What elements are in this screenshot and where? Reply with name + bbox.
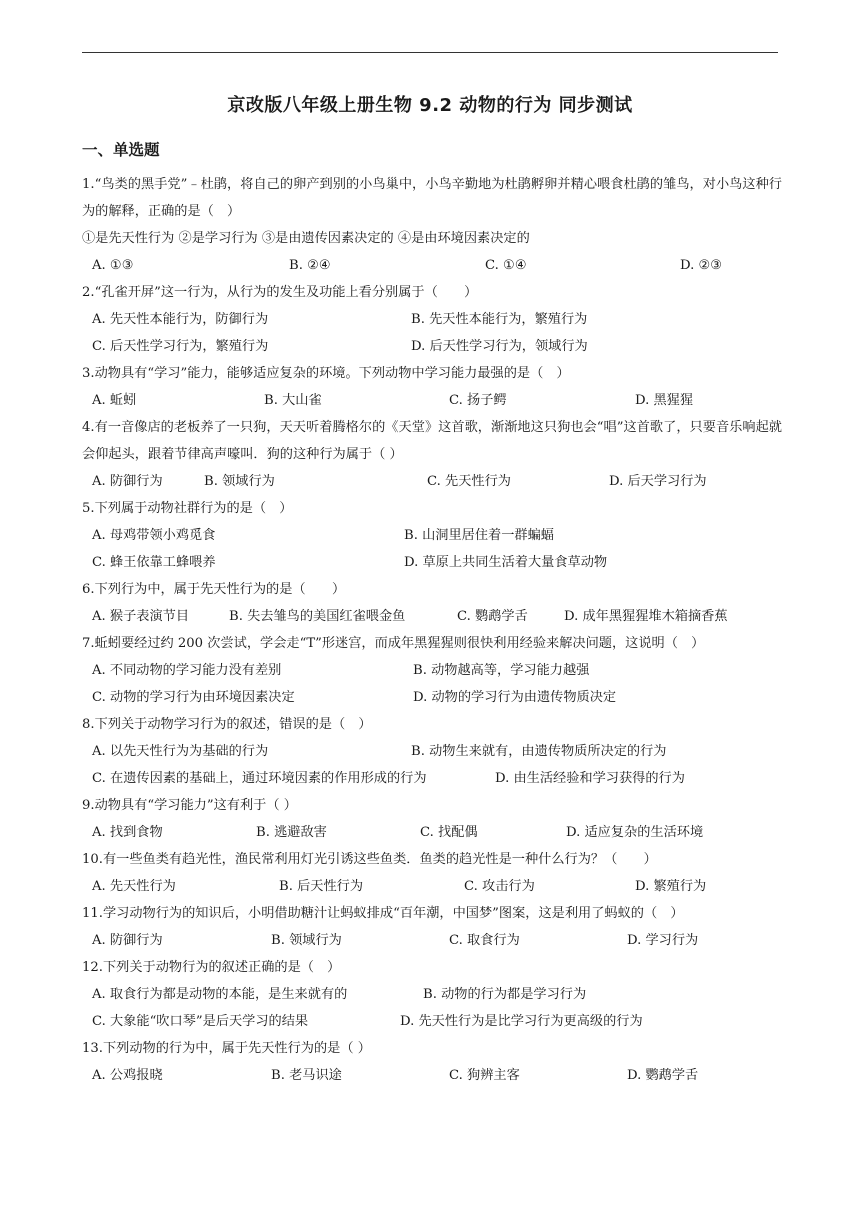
option-d[interactable]: D. 适应复杂的生活环境: [566, 825, 704, 840]
option-b[interactable]: B. 领域行为: [271, 933, 342, 948]
option-row: [82, 603, 782, 630]
option-d[interactable]: D. 草原上共同生活着大量食草动物: [404, 555, 608, 570]
option-a[interactable]: A. 先天性行为: [92, 879, 176, 894]
option-row: [82, 522, 782, 549]
top-rule: [82, 52, 778, 53]
option-row: [82, 387, 782, 414]
option-b[interactable]: B. 老马识途: [271, 1068, 342, 1083]
question-stem: 11.学习动物行为的知识后，小明借助糖汁让蚂蚁排成“百年潮，中国梦”图案，这是利用了蚂蚁的（ ）: [82, 906, 684, 921]
option-d[interactable]: D. 繁殖行为: [635, 879, 707, 894]
option-b[interactable]: B. 大山雀: [264, 393, 322, 408]
question-stem: 12.下列关于动物行为的叙述正确的是（ ）: [82, 960, 341, 975]
option-b[interactable]: B. 逃避敌害: [256, 825, 327, 840]
option-a[interactable]: A. 母鸡带领小鸡觅食: [92, 528, 216, 543]
question-1: [82, 171, 782, 279]
question-stem: 8.下列关于动物学习行为的叙述，错误的是（ ）: [82, 717, 372, 732]
option-row: [82, 252, 782, 279]
option-b[interactable]: B. 先天性本能行为，繁殖行为: [411, 312, 588, 327]
option-a[interactable]: A. 先天性本能行为，防御行为: [92, 312, 269, 327]
question-12: [82, 954, 782, 1035]
option-c[interactable]: C. 鹦鹉学舌: [457, 609, 528, 624]
option-b[interactable]: B. ②④: [289, 258, 331, 273]
option-b[interactable]: B. 领域行为: [204, 474, 275, 489]
question-stem: 13.下列动物的行为中，属于先天性行为的是（ ）: [82, 1041, 371, 1056]
option-row: [82, 819, 782, 846]
question-13: [82, 1035, 782, 1089]
option-a[interactable]: A. ①③: [92, 258, 134, 273]
question-stem: 3.动物具有“学习”能力，能够适应复杂的环境。下列动物中学习能力最强的是（ ）: [82, 366, 570, 381]
option-b[interactable]: B. 失去雏鸟的美国红雀喂金鱼: [229, 609, 406, 624]
option-row: [82, 549, 782, 576]
section-heading: 一、单选题: [82, 141, 160, 159]
option-c[interactable]: C. 先天性行为: [427, 474, 511, 489]
option-d[interactable]: D. ②③: [680, 258, 723, 273]
question-statements: ①是先天性行为 ②是学习行为 ③是由遗传因素决定的 ④是由环境因素决定的: [82, 231, 530, 246]
option-d[interactable]: D. 后天性学习行为，领域行为: [411, 339, 588, 354]
option-c[interactable]: C. 蜂王依靠工蜂喂养: [92, 555, 216, 570]
option-a[interactable]: A. 取食行为都是动物的本能，是生来就有的: [92, 987, 348, 1002]
option-a[interactable]: A. 防御行为: [92, 933, 163, 948]
option-c[interactable]: C. 攻击行为: [464, 879, 535, 894]
option-row: [82, 468, 782, 495]
document-title: 京改版八年级上册生物 9.2 动物的行为 同步测试: [227, 95, 633, 116]
option-c[interactable]: C. 大象能“吹口琴”是后天学习的结果: [92, 1014, 309, 1029]
option-c[interactable]: C. 找配偶: [420, 825, 478, 840]
option-b[interactable]: B. 后天性行为: [279, 879, 364, 894]
option-d[interactable]: D. 由生活经验和学习获得的行为: [495, 771, 685, 786]
option-c[interactable]: C. 扬子鳄: [449, 393, 507, 408]
option-d[interactable]: D. 鹦鹉学舌: [627, 1068, 699, 1083]
option-d[interactable]: D. 成年黑猩猩堆木箱摘香蕉: [564, 609, 728, 624]
question-2: [82, 279, 782, 360]
question-7: [82, 630, 782, 711]
question-stem: 6.下列行为中，属于先天性行为的是（ ）: [82, 582, 346, 597]
question-stem: 9.动物具有“学习能力”这有利于（ ）: [82, 798, 297, 813]
option-row: [82, 1008, 782, 1035]
question-stem: 5.下列属于动物社群行为的是（ ）: [82, 501, 293, 516]
option-b[interactable]: B. 山洞里居住着一群蝙蝠: [404, 528, 554, 543]
option-row: [82, 738, 782, 765]
option-c[interactable]: C. ①④: [485, 258, 527, 273]
option-row: [82, 306, 782, 333]
question-stem: 1.“鸟类的黑手党”﹣杜鹃，将自己的卵产到别的小鸟巢中，小鸟辛勤地为杜鹃孵卵并精心喂食杜鹃的雏鸟，对小鸟这种行为的解释，正确的是（ ）: [82, 177, 782, 219]
question-11: [82, 900, 782, 954]
option-row: [82, 657, 782, 684]
question-8: [82, 711, 782, 792]
option-d[interactable]: D. 动物的学习行为由遗传物质决定: [413, 690, 617, 705]
question-9: [82, 792, 782, 846]
option-c[interactable]: C. 动物的学习行为由环境因素决定: [92, 690, 295, 705]
option-row: [82, 927, 782, 954]
option-b[interactable]: B. 动物的行为都是学习行为: [423, 987, 587, 1002]
option-row: [82, 684, 782, 711]
option-c[interactable]: C. 取食行为: [449, 933, 520, 948]
option-a[interactable]: A. 防御行为: [92, 474, 163, 489]
question-stem: 2.“孔雀开屏”这一行为，从行为的发生及功能上看分别属于（ ）: [82, 285, 478, 300]
option-row: [82, 1062, 782, 1089]
question-4: [82, 414, 782, 495]
option-b[interactable]: B. 动物生来就有，由遗传物质所决定的行为: [411, 744, 667, 759]
option-d[interactable]: D. 学习行为: [627, 933, 699, 948]
question-stem: 4.有一音像店的老板养了一只狗，天天听着腾格尔的《天堂》这首歌，渐渐地这只狗也会“唱”这首歌了，只要音乐响起就会仰起头，跟着节律高声嚎叫．狗的这种行为属于（ ）: [82, 420, 782, 462]
option-row: [82, 981, 782, 1008]
option-d[interactable]: D. 黑猩猩: [635, 393, 694, 408]
option-a[interactable]: A. 找到食物: [92, 825, 163, 840]
option-a[interactable]: A. 猴子表演节目: [92, 609, 190, 624]
option-d[interactable]: D. 先天性行为是比学习行为更高级的行为: [400, 1014, 643, 1029]
option-row: [82, 333, 782, 360]
question-list: [82, 171, 782, 1089]
option-c[interactable]: C. 后天性学习行为，繁殖行为: [92, 339, 269, 354]
option-c[interactable]: C. 狗辨主客: [449, 1068, 520, 1083]
question-10: [82, 846, 782, 900]
question-stem: 10.有一些鱼类有趋光性，渔民常利用灯光引诱这些鱼类．鱼类的趋光性是一种什么行为？（ ）: [82, 852, 657, 867]
question-3: [82, 360, 782, 414]
option-row: [82, 873, 782, 900]
question-6: [82, 576, 782, 630]
option-a[interactable]: A. 不同动物的学习能力没有差别: [92, 663, 282, 678]
question-stem: 7.蚯蚓要经过约 200 次尝试，学会走“T”形迷宫，而成年黑猩猩则很快利用经验来解决问题，这说明（ ）: [82, 636, 705, 651]
option-c[interactable]: C. 在遗传因素的基础上，通过环境因素的作用形成的行为: [92, 771, 427, 786]
option-a[interactable]: A. 蚯蚓: [92, 393, 137, 408]
option-d[interactable]: D. 后天学习行为: [609, 474, 707, 489]
option-a[interactable]: A. 公鸡报晓: [92, 1068, 163, 1083]
option-b[interactable]: B. 动物越高等，学习能力越强: [413, 663, 590, 678]
question-5: [82, 495, 782, 576]
option-a[interactable]: A. 以先天性行为为基础的行为: [92, 744, 269, 759]
option-row: [82, 765, 782, 792]
